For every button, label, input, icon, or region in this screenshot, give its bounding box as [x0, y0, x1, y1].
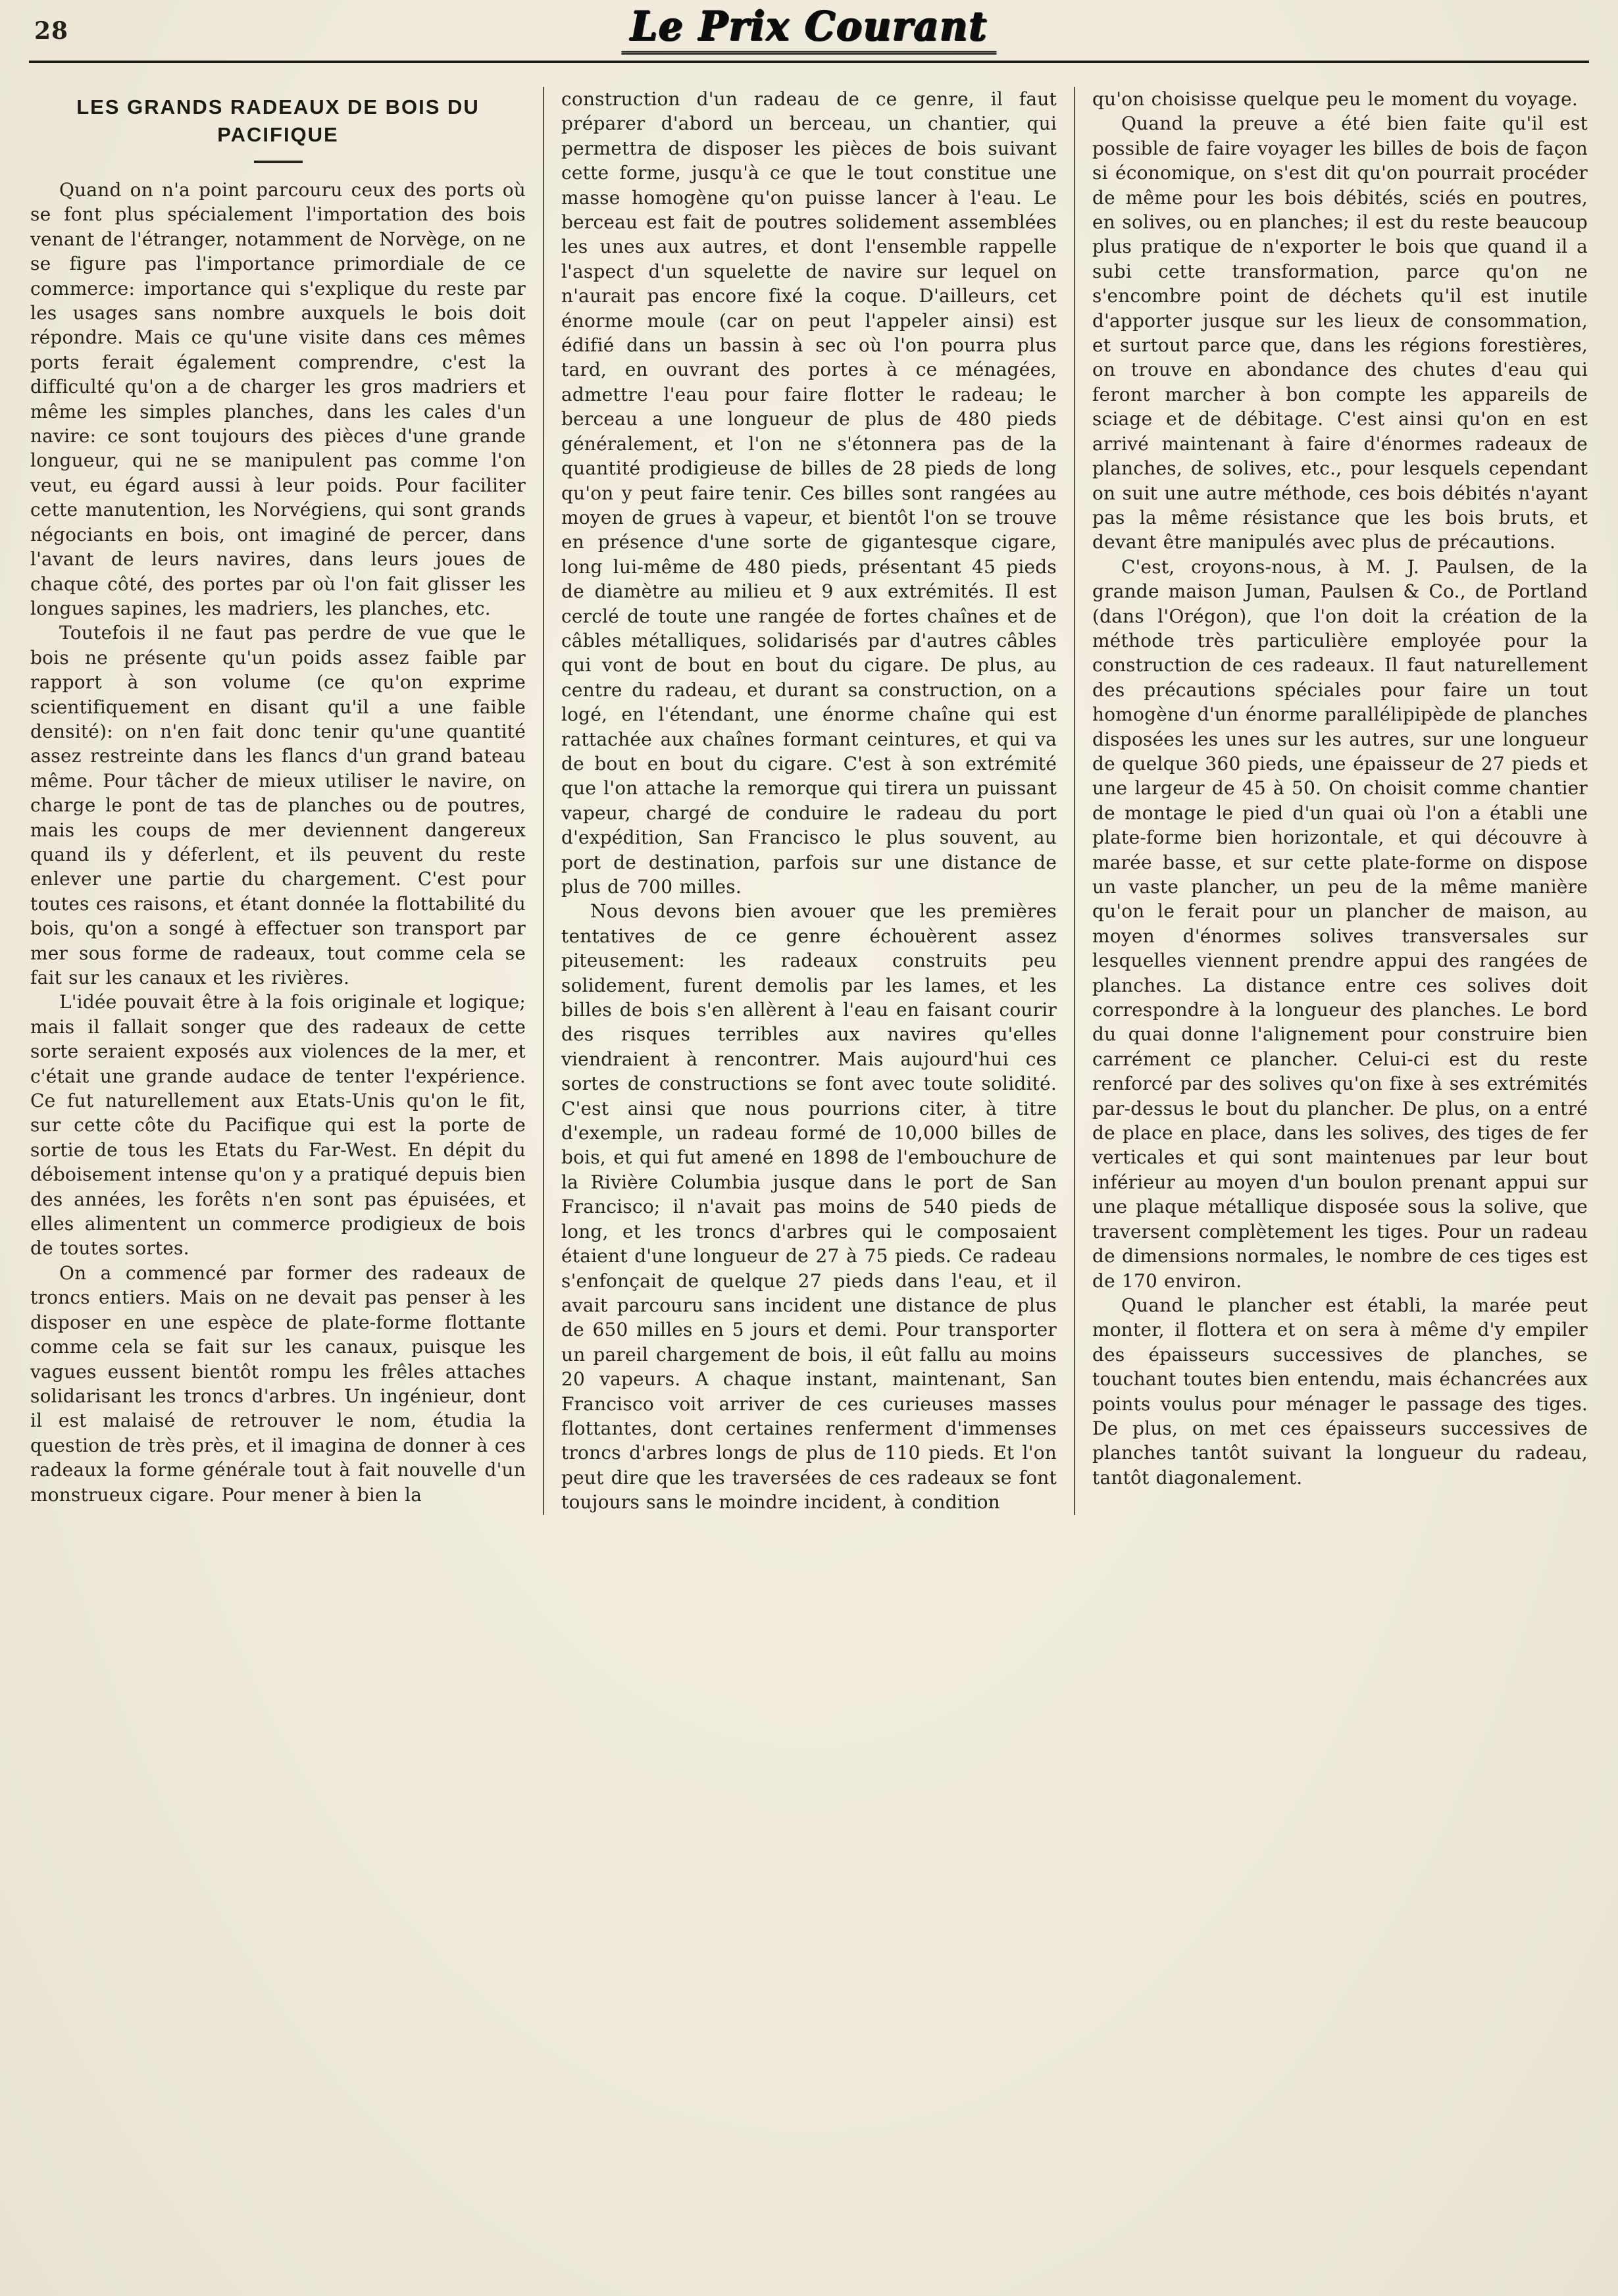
paragraph: Quand la preuve a été bien faite qu'il est possible de faire voyager les billes de bois de façon si économique, on s'est dit qu'on pourrait procéder de même pour les bois débités, sciés en poutres, en solives, ou en planches; il est du reste beaucoup plus pratique de n'exporter le bois que quand il a subi cette transformation, parce qu'on ne s'encombre point de déchets qu'il est inutile d'apporter jusque sur les lieux de consommation, et surtout parce que, dans les régions forestières, on trouve en abondance des chutes d'eau qui feront marcher à bon compte les appareils de sciage et de débitage. C'est ainsi qu'on en est arrivé maintenant à faire d'énormes radeaux de planches, de solives, etc., pour lesquels cependant on suit une autre méthode, ces bois débités n'ayant pas la même résistance que les bois bruts, et devant être manipulés avec plus de précautions. [1092, 113, 1588, 553]
page-header [0, 0, 1618, 78]
paragraph: Quand le plancher est établi, la marée peut monter, il flottera et on sera à même d'y empiler des épaisseurs successives de planches, se touchant toutes bien entendu, mais échancrées aux points voulus pour ménager le passage des tiges. De plus, on met ces épaisseurs successives de planches tantôt suivant la longueur du radeau, tantôt diagonalement. [1092, 1294, 1588, 1489]
paragraph: qu'on choisisse quelque peu le moment du voyage. [1092, 88, 1579, 110]
masthead-logo [621, 2, 997, 50]
paragraph: C'est, croyons-nous, à M. J. Paulsen, de la grande maison Juman, Paulsen & Co., de Portland (dans l'Orégon), que l'on doit la création de la méthode très particulière employée pour la construction de ces radeaux. Il faut naturellement des précautions spéciales pour faire un tout homogène d'un énorme parallélipipède de planches disposées les unes sur les autres, sur une longueur de quelque 360 pieds, une épaisseur de 27 pieds et une largeur de 45 à 50. On choisit comme chantier de montage le pied d'un quai où l'on a établi une plate-forme bien horizontale, et qui découvre à marée basse, et sur cette plate-forme on dispose un vaste plancher, un peu de la même manière qu'on le ferait pour un plancher de maison, au moyen d'énormes solives transversales sur lesquelles viennent prendre appui des rangées de planches. La distance entre ces solives doit correspondre à la longueur des planches. Le bord du quai donne l'alignement pour construire bien carrément ce plancher. Celui-ci est du reste renforcé par des solives qu'on fixe à ses extrémités par-dessus le bout du plancher. De plus, on a entré de place en place, dans les solives, des tiges de fer verticales et qui sont maintenues par leur bout inférieur au moyen d'un boulon prenant appui sur une plaque métallique disposée sous la solive, que traversent complètement les tiges. Pour un radeau de dimensions normales, le nombre de ces tiges est de 170 environ. [1092, 555, 1588, 1292]
title-divider [254, 161, 303, 163]
column-2 [543, 87, 1075, 1515]
page-number: 28 [34, 17, 69, 45]
paragraph: Toutefois il ne faut pas perdre de vue que le bois ne présente qu'un poids assez faible par rapport à son volume (ce qu'on exprime scientifiquement en disant qu'il a une faible densité): on n'en fait donc tenir qu'une quantité assez restreinte dans les flancs d'un grand bateau même. Pour tâcher de mieux utiliser le navire, on charge le pont de tas de planches ou de poutres, mais les coups de mer deviennent dangereux quand ils y déferlent, et ils peuvent du reste enlever une partie du chargement. C'est pour toutes ces raisons, et étant donnée la flottabilité du bois, qu'on a songé à effectuer son transport par mer sous forme de radeaux, tout comme cela se fait sur les canaux et les rivières. [30, 622, 526, 988]
header-rule [29, 61, 1589, 63]
paragraph: L'idée pouvait être à la fois originale et logique; mais il fallait songer que des radeaux de cette sorte seraient exposés aux violences de la mer, et c'était une grande audace de tenter l'expérience. Ce fut naturellement aux Etats-Unis qu'on le fit, sur cette côte du Pacifique qui est la porte de sortie de tous les Etats du Far-West. En dépit du déboisement intense qu'on y a pratiqué depuis bien des années, les forêts n'en sont pas épuisées, et elles alimentent un commerce prodigieux de bois de toutes sortes. [30, 991, 526, 1260]
paragraph: construction d'un radeau de ce genre, il faut préparer d'abord un berceau, un chantier, qui permettra de disposer les pièces de bois suivant cette forme, jusqu'à ce que le tout constitue une masse homogène qu'on puisse lancer à l'eau. Le berceau est fait de poutres solidement assemblées les unes aux autres, et dont l'ensemble rappelle l'aspect d'un squelette de navire sur lequel on n'aurait pas encore fixé la coque. D'ailleurs, cet énorme moule (car on peut l'appeler ainsi) est édifié dans un bassin à sec où l'on pourra plus tard, en ouvrant des portes à ce ménagées, admettre l'eau pour faire flotter le radeau; le berceau a une longueur de plus de 480 pieds généralement, et l'on ne s'étonnera pas de la quantité prodigieuse de billes de 28 pieds de long qu'on y peut faire tenir. Ces billes sont rangées au moyen de grues à vapeur, et bientôt l'on se trouve en présence d'une sorte de gigantesque cigare, long lui-même de 480 pieds, présentant 45 pieds de diamètre au milieu et 9 aux extrémités. Il est cerclé de toute une rangée de fortes chaînes et de câbles métalliques, solidarisés par d'autres câbles qui vont de bout en bout du cigare. De plus, au centre du radeau, et durant sa construction, on a logé, en l'étendant, une énorme chaîne qui est rattachée aux chaînes formant ceintures, et qui va de bout en bout du cigare. C'est à son extrémité que l'on attache la remorque qui tirera un puissant vapeur, chargé de conduire le radeau du port d'expédition, San Francisco le plus souvent, au port de destination, parfois sur une distance de plus de 700 milles. [561, 88, 1057, 898]
column-3 [1075, 87, 1588, 1515]
paragraph: On a commencé par former des radeaux de troncs entiers. Mais on ne devait pas penser à les disposer en une espèce de plate-forme flottante comme cela se fait sur les canaux, puisque les vagues eussent bientôt rompu les frêles attaches solidarisant les troncs d'arbres. Un ingénieur, dont il est malaisé de retrouver le nom, étudia la question de très près, et il imagina de donner à ces radeaux la forme générale tout à fait nouvelle d'un monstrueux cigare. Pour mener à bien la [30, 1262, 526, 1506]
paragraph: Nous devons bien avouer que les premières tentatives de ce genre échouèrent assez piteusement: les radeaux construits peu solidement, furent demolis par les lames, et les billes de bois s'en allèrent à l'eau en faisant courir des risques terribles aux navires qu'elles viendraient à rencontrer. Mais aujourd'hui ces sortes de constructions se font avec toute solidité. C'est ainsi que nous pourrions citer, à titre d'exemple, un radeau formé de 10,000 billes de bois, et qui fut amené en 1898 de l'embouchure de la Rivière Columbia jusque dans le port de San Francisco; il n'avait pas moins de 540 pieds de long, et les troncs d'arbres qui le composaient étaient d'une longueur de 27 à 75 pieds. Ce radeau s'enfonçait de quelque 27 pieds dans l'eau, et il avait parcouru sans incident une distance de plus de 650 milles en 5 jours et demi. Pour transporter un pareil chargement de bois, il eût fallu au moins 20 vapeurs. A chaque instant, maintenant, San Francisco voit arriver de ces curieuses masses flottantes, dont certaines renferment d'immenses troncs d'arbres longs de plus de 110 pieds. Et l'on peut dire que les traversées de ces radeaux se font toujours sans le moindre incident, à condition [561, 900, 1057, 1514]
masthead-title: Le Prix Courant [621, 3, 997, 55]
article-title: LES GRANDS RADEAUX DE BOIS DU PACIFIQUE [76, 95, 480, 146]
column-1 [30, 87, 543, 1515]
article-columns [0, 78, 1618, 1515]
paragraph: Quand on n'a point parcouru ceux des ports où se font plus spécialement l'importation des bois venant de l'étranger, notamment de Norvège, on ne se figure pas l'importance primordiale de ce commerce: importance qui s'explique du reste par les usages sans nombre auxquels le bois doit répondre. Mais ce qu'une visite dans ces mêmes ports ferait également comprendre, c'est la difficulté qu'on a de charger les gros madriers et même les simples planches, dans les cales d'un navire: ce sont toujours des pièces d'une grande longueur, qui ne se manipulent pas comme l'on veut, eu égard aussi à leur poids. Pour faciliter cette manutention, les Norvégiens, qui sont grands négociants en bois, ont imaginé de percer, dans l'avant de leurs navires, dans leurs joues de chaque côté, des portes par où l'on fait glisser les longues sapines, les madriers, les planches, etc. [30, 179, 526, 619]
